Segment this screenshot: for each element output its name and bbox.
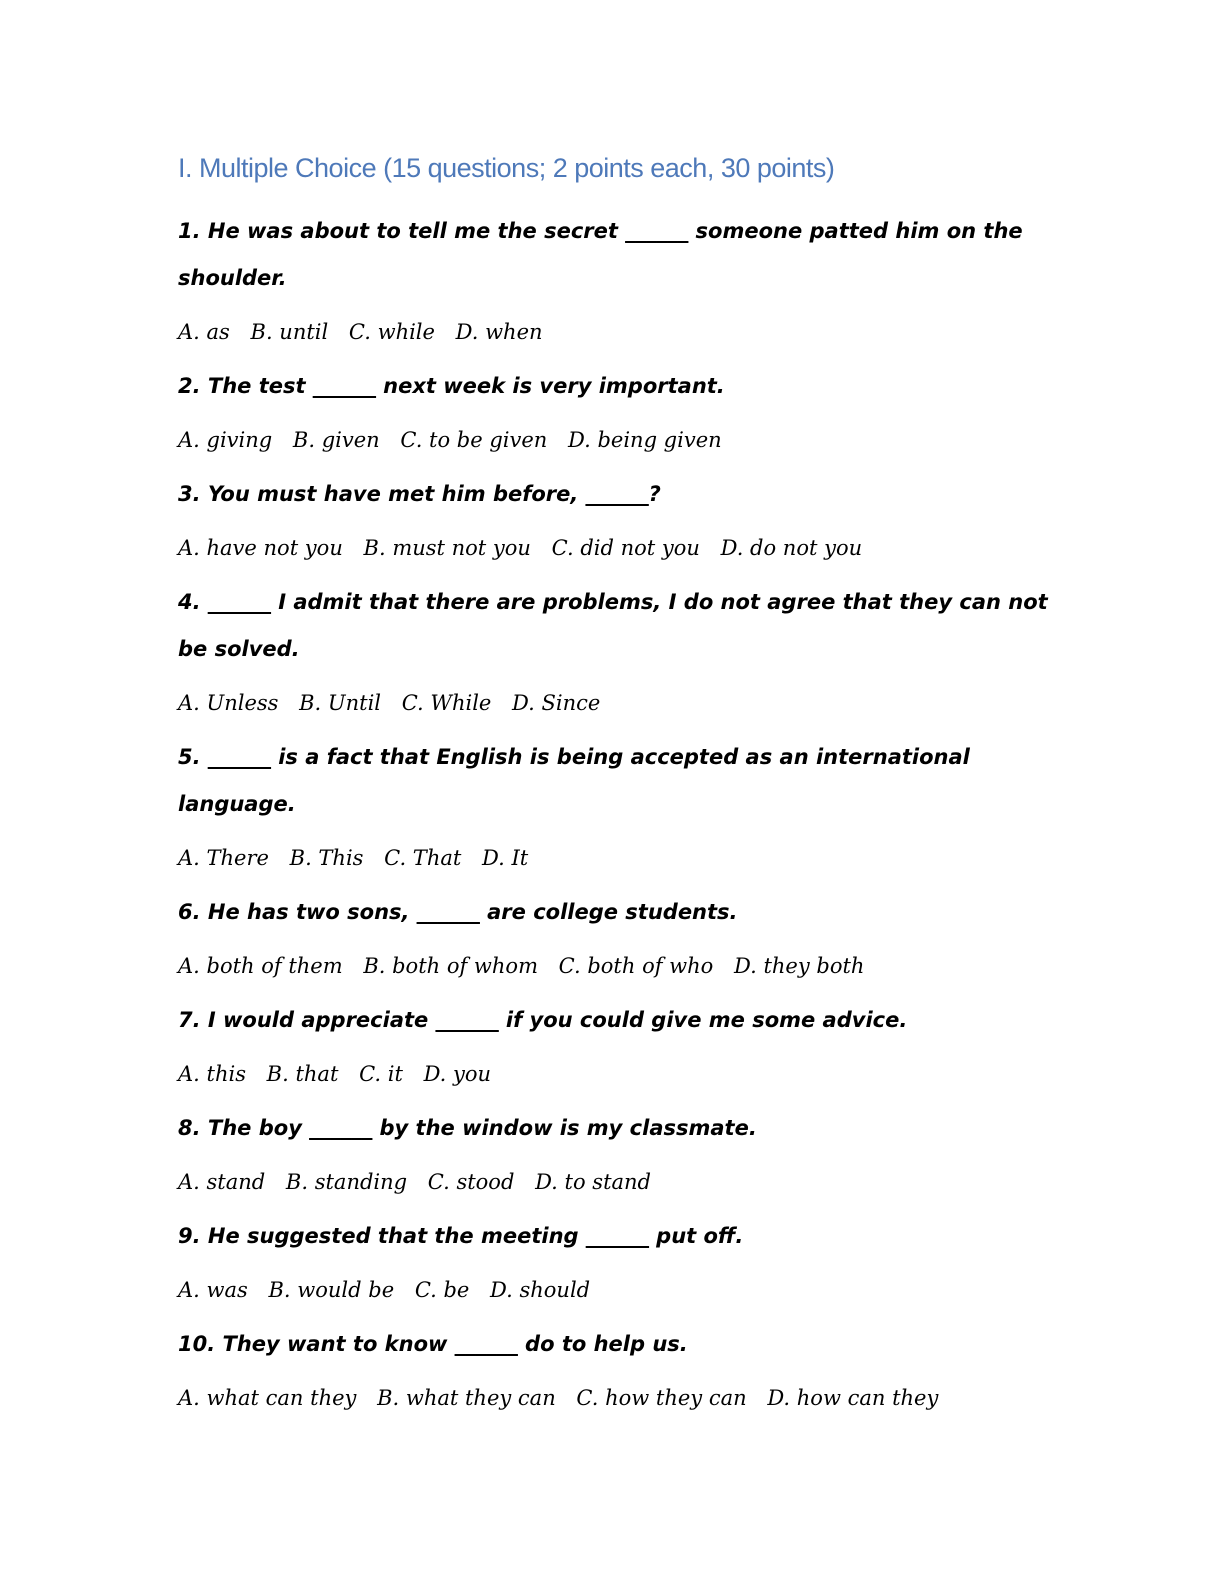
question-text: 2. The test ______ next week is very important. bbox=[178, 374, 725, 398]
question-text: 10. They want to know ______ do to help us. bbox=[178, 1332, 688, 1356]
question-3 bbox=[178, 471, 1058, 579]
question-text: 4. ______ I admit that there are problems, I do not agree that they can not be solved. bbox=[178, 590, 1048, 661]
option-c: C. how they can bbox=[576, 1386, 747, 1410]
option-b: B. Until bbox=[299, 691, 382, 715]
option-b: B. both of whom bbox=[363, 954, 538, 978]
option-c: C. both of who bbox=[558, 954, 714, 978]
option-a: A. as bbox=[178, 320, 230, 344]
option-c: C. be bbox=[414, 1278, 470, 1302]
option-a: A. stand bbox=[178, 1170, 266, 1194]
option-a: A. Unless bbox=[178, 691, 279, 715]
question-7 bbox=[178, 997, 1058, 1105]
option-d: D. It bbox=[482, 846, 529, 870]
section-heading: I. Multiple Choice (15 questions; 2 points each, 30 points) bbox=[178, 153, 835, 183]
option-a: A. both of them bbox=[178, 954, 343, 978]
option-a: A. giving bbox=[178, 428, 273, 452]
option-a: A. was bbox=[178, 1278, 248, 1302]
question-options bbox=[178, 1159, 1058, 1213]
option-d: D. to stand bbox=[535, 1170, 651, 1194]
option-c: C. That bbox=[384, 846, 462, 870]
question-options bbox=[178, 525, 1058, 579]
question-text: 5. ______ is a fact that English is being accepted as an international language. bbox=[178, 745, 970, 816]
option-b: B. that bbox=[266, 1062, 339, 1086]
option-b: B. This bbox=[289, 846, 364, 870]
option-a: A. what can they bbox=[178, 1386, 357, 1410]
question-options bbox=[178, 309, 1058, 363]
document-page bbox=[178, 150, 1058, 1429]
option-c: C. did not you bbox=[551, 536, 700, 560]
option-c: C. to be given bbox=[400, 428, 548, 452]
question-list bbox=[178, 208, 1058, 1429]
question-5 bbox=[178, 734, 1058, 889]
question-10 bbox=[178, 1321, 1058, 1429]
option-b: B. would be bbox=[268, 1278, 395, 1302]
option-d: D. should bbox=[490, 1278, 591, 1302]
question-6 bbox=[178, 889, 1058, 997]
question-text: 9. He suggested that the meeting ______ put off. bbox=[178, 1224, 744, 1248]
option-b: B. what they can bbox=[377, 1386, 556, 1410]
option-d: D. being given bbox=[568, 428, 722, 452]
option-a: A. have not you bbox=[178, 536, 343, 560]
option-b: B. given bbox=[292, 428, 380, 452]
question-options bbox=[178, 680, 1058, 734]
option-d: D. do not you bbox=[720, 536, 863, 560]
option-a: A. There bbox=[178, 846, 269, 870]
question-options bbox=[178, 835, 1058, 889]
question-1 bbox=[178, 208, 1058, 363]
option-c: C. while bbox=[348, 320, 435, 344]
option-b: B. standing bbox=[285, 1170, 408, 1194]
question-8 bbox=[178, 1105, 1058, 1213]
option-b: B. until bbox=[250, 320, 329, 344]
option-d: D. they both bbox=[734, 954, 865, 978]
question-text: 7. I would appreciate ______ if you could give me some advice. bbox=[178, 1008, 908, 1032]
option-d: D. how can they bbox=[767, 1386, 939, 1410]
question-options bbox=[178, 1051, 1058, 1105]
option-c: C. stood bbox=[427, 1170, 515, 1194]
question-options bbox=[178, 417, 1058, 471]
question-4 bbox=[178, 579, 1058, 734]
question-text: 3. You must have met him before, ______? bbox=[178, 482, 661, 506]
question-2 bbox=[178, 363, 1058, 471]
option-a: A. this bbox=[178, 1062, 246, 1086]
question-options bbox=[178, 943, 1058, 997]
option-c: C. it bbox=[359, 1062, 403, 1086]
option-d: D. you bbox=[423, 1062, 492, 1086]
question-options bbox=[178, 1375, 1058, 1429]
question-text: 8. The boy ______ by the window is my classmate. bbox=[178, 1116, 757, 1140]
option-c: C. While bbox=[401, 691, 492, 715]
question-9 bbox=[178, 1213, 1058, 1321]
option-d: D. Since bbox=[512, 691, 601, 715]
option-d: D. when bbox=[455, 320, 543, 344]
question-text: 1. He was about to tell me the secret ______ someone patted him on the shoulder. bbox=[178, 219, 1023, 290]
question-options bbox=[178, 1267, 1058, 1321]
option-b: B. must not you bbox=[363, 536, 531, 560]
question-text: 6. He has two sons, ______ are college students. bbox=[178, 900, 738, 924]
